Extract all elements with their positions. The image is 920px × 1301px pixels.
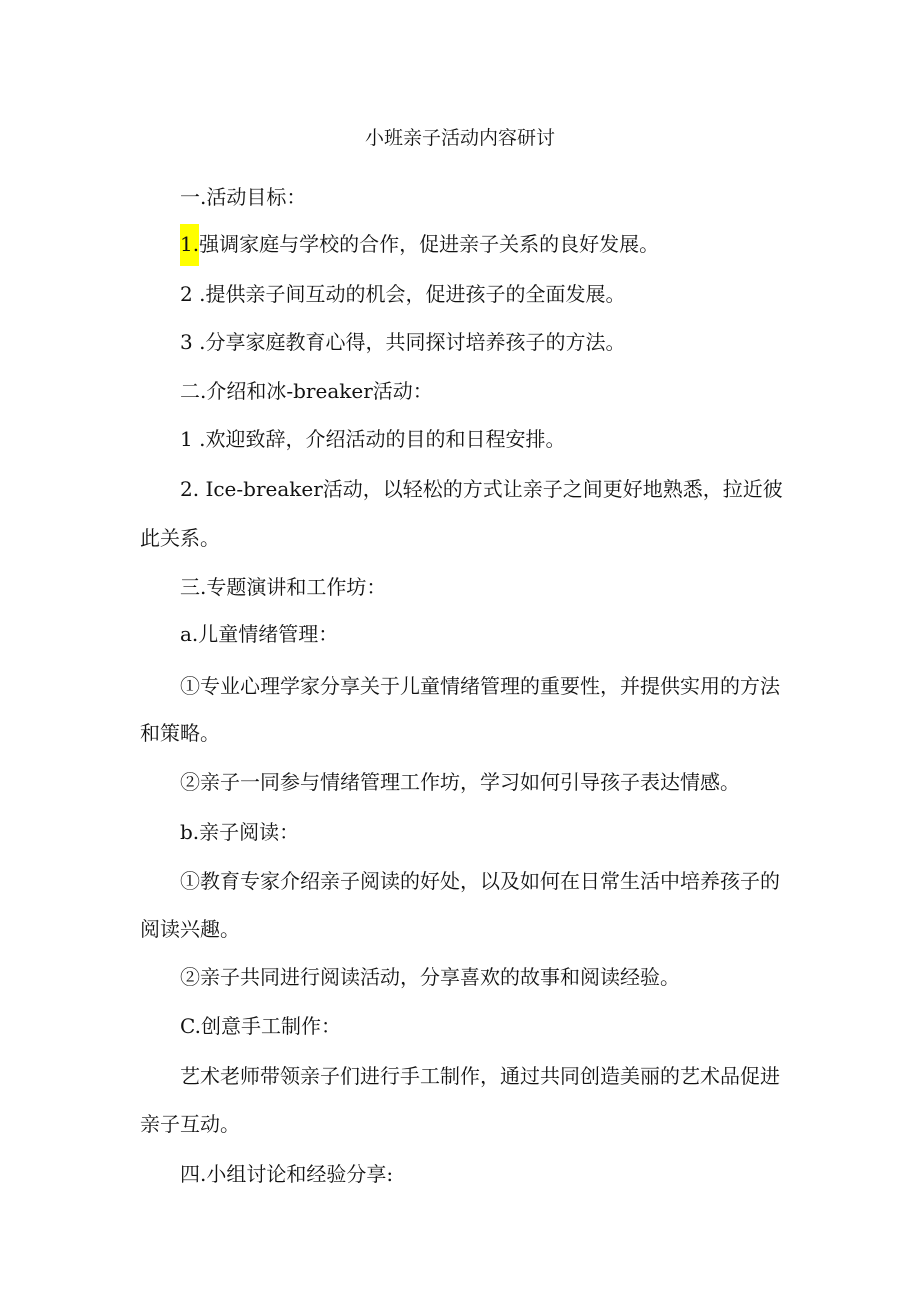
highlighted-number: 1. — [180, 224, 199, 266]
section-3a-heading: a.儿童情绪管理： — [180, 622, 339, 646]
section-3b-heading: b.亲子阅读： — [180, 820, 300, 844]
section-1-item-2: 2 .提供亲子间互动的机会，促进孩子的全面发展。 — [180, 282, 626, 306]
section-3b-item-1-line-2: 阅读兴趣。 — [140, 917, 240, 941]
section-3c-item-line-2: 亲子互动。 — [140, 1112, 240, 1136]
section-2-heading: 二.介绍和冰-breaker活动： — [180, 379, 433, 403]
section-1-item-1 — [140, 230, 840, 258]
document-title: 小班亲子活动内容研讨 — [364, 127, 555, 149]
section-2-item-1: 1 .欢迎致辞，介绍活动的目的和日程安排。 — [180, 427, 566, 451]
section-3a-item-1-line-1: ①专业心理学家分享关于儿童情绪管理的重要性，并提供实用的方法 — [180, 674, 780, 698]
section-3-heading: 三.专题演讲和工作坊： — [180, 575, 387, 599]
section-4-heading: 四.小组讨论和经验分享: — [180, 1162, 394, 1186]
section-2-item-2-line-2: 此关系。 — [140, 526, 220, 550]
section-3b-item-2: ②亲子共同进行阅读活动，分享喜欢的故事和阅读经验。 — [180, 965, 680, 989]
section-3c-heading: C.创意手工制作： — [180, 1014, 341, 1038]
section-3b-item-1-line-1: ①教育专家介绍亲子阅读的好处，以及如何在日常生活中培养孩子的 — [180, 869, 780, 893]
section-1-heading: 一.活动目标： — [180, 185, 307, 209]
section-3a-item-2: ②亲子一同参与情绪管理工作坊，学习如何引导孩子表达情感。 — [180, 770, 740, 794]
section-1-item-3: 3 .分享家庭教育心得，共同探讨培养孩子的方法。 — [180, 330, 626, 354]
section-3a-item-1-line-2: 和策略。 — [140, 721, 220, 745]
section-2-item-2-line-1: 2. Ice-breaker活动，以轻松的方式让亲子之间更好地熟悉，拉近彼 — [180, 477, 783, 501]
section-3c-item-line-1: 艺术老师带领亲子们进行手工制作，通过共同创造美丽的艺术品促进 — [180, 1064, 780, 1088]
section-1-item-1-text: 强调家庭与学校的合作，促进亲子关系的良好发展。 — [199, 232, 660, 256]
